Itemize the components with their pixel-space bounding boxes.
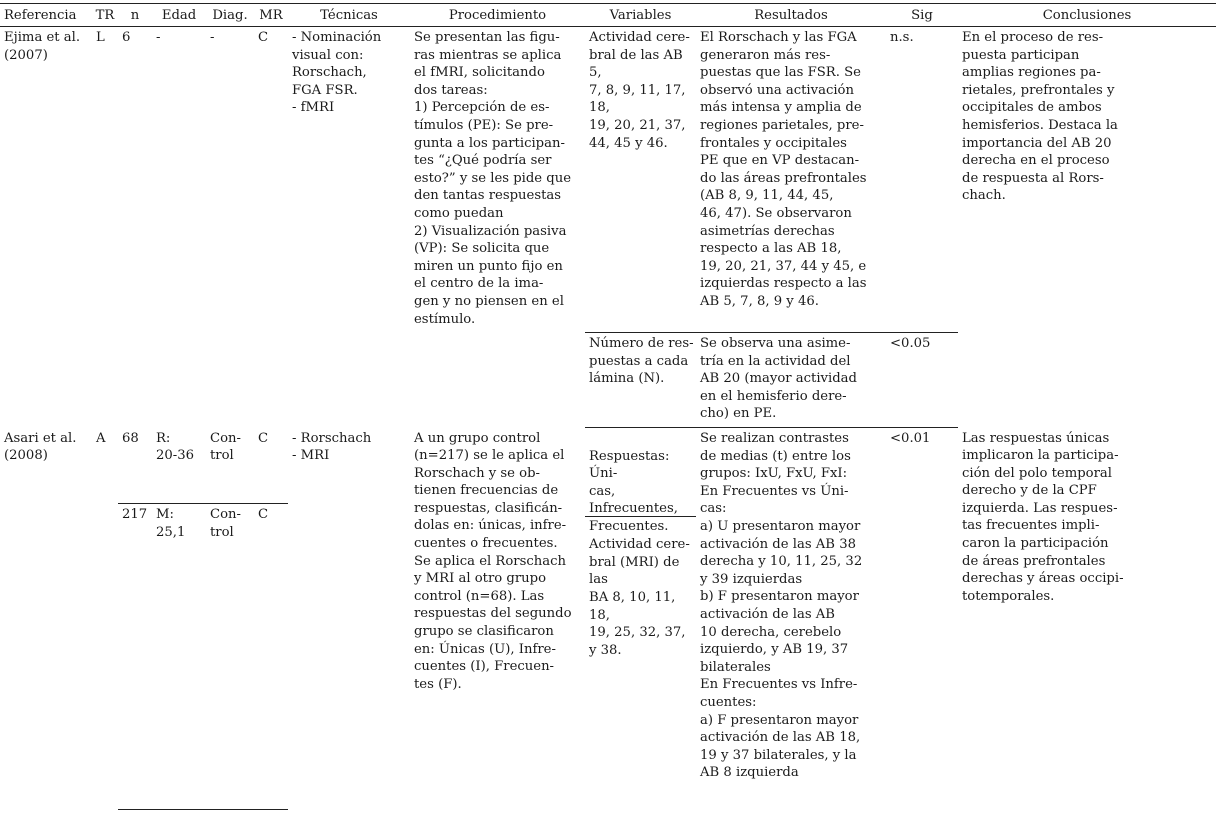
cell-tecnicas: - Rorschach - MRI (292, 430, 372, 464)
cell-resultados: Se observa una asime- tría en la actividad del AB 20 (mayor actividad en el hemisferio dere- cho) en PE. (696, 333, 886, 428)
col-header-referencia: Referencia (0, 4, 92, 27)
col-header-diag: Diag. (206, 4, 254, 27)
cell-n: 217 (118, 504, 152, 810)
cell-diag: Con- trol (206, 428, 254, 504)
cell-referencia: Ejima et al. (2007) (4, 30, 81, 63)
cell-tr: A (96, 430, 106, 446)
cell-edad: R: 20-36 (152, 428, 206, 504)
cell-resultados: Se realizan contrastes de medias (t) entre los grupos: IxU, FxU, FxI: En Frecuentes vs Úni- cas: a) U presentaron mayor activación de las AB 38 derecha y 10, 11, 25, 32 y 39 izquierdas b) F presentaron mayor activación de las AB 10 derecha, cerebelo izquierdo, y AB 19, 37 bilaterales En Frecuentes vs Infre- cuentes: a) F presentaron mayor activación de las AB 18, 19 y 37 bilaterales, y la AB 8 izquierda (700, 431, 863, 781)
cell-procedimiento: Se presentan las figu- ras mientras se aplica el fMRI, solicitando dos tareas: 1) Percepción de es- tímulos (PE): Se pre- gunta a los participan- tes “¿Qué podría ser esto?” y se les pide que den tantas respuestas como puedan 2) Visualización pasiva (VP): Se solicita que miren un punto fijo en el centro de la ima- gen y no piensen en el estímulo. (414, 30, 572, 327)
cell-variables: Actividad cere- bral de las AB 5, 7, 8, 9, 11, 17, 18, 19, 20, 21, 37, 44, 45 y 46. (585, 27, 696, 333)
cell-sig: <0.05 (886, 333, 958, 428)
col-header-tecnicas: Técnicas (288, 4, 410, 27)
cell-conclusiones: En el proceso de res- puesta participan amplias regiones pa- rietales, prefrontales y occipitales de ambos hemisferios. Destaca la importancia del AB 20 derecha en el proceso de respuesta al Rors- chach. (962, 30, 1118, 204)
col-header-variables: Variables (585, 4, 696, 27)
col-header-mr: MR (254, 4, 288, 27)
col-header-procedimiento: Procedimiento (410, 4, 585, 27)
cell-mr: C (254, 428, 288, 504)
cell-resultados: El Rorschach y las FGA generaron más res- puestas que las FSR. Se observó una activación más intensa y amplia de regiones parietales, pre- frontales y occipitales PE que en VP destacan- do las áreas prefrontales (AB 8, 9, 11, 44, 45, 46, 47). Se observaron asimetrías derechas respecto a las AB 18, 19, 20, 21, 37, 44 y 45, e izquierdas respecto a las AB 5, 7, 8, 9 y 46. (696, 27, 886, 333)
cell-sig: <0.01 (890, 431, 931, 446)
cell-variables (585, 428, 696, 810)
cell-n: 6 (122, 30, 131, 45)
cell-tecnicas: - Nominación visual con: Rorschach, FGA FSR. - fMRI (292, 30, 382, 116)
variables-block-respuestas: Respuestas: Úni- cas, Infrecuentes, Frecuentes. (585, 446, 696, 517)
cell-tr: L (96, 30, 105, 45)
col-header-edad: Edad (152, 4, 206, 27)
header-row (0, 4, 1216, 27)
cell-edad: M: 25,1 (152, 504, 206, 810)
table-row-ejima (0, 27, 1216, 333)
col-header-conclusiones: Conclusiones (958, 4, 1216, 27)
research-summary-table (0, 3, 1216, 810)
cell-procedimiento: A un grupo control (n=217) se le aplica el Rorschach y se ob- tienen frecuencias de respuestas, clasificán- dolas en: únicas, infre- cuentes o frecuentes. Se aplica el Rorschach y MRI al otro grupo control (n=68). Las respuestas del segundo grupo se clasificaron en: Únicas (U), Infre- cuentes (I), Frecuen- tes (F). (414, 430, 572, 692)
cell-n: 68 (118, 428, 152, 504)
cell-diag: - (210, 30, 215, 45)
col-header-sig: Sig (886, 4, 958, 27)
cell-diag: Con- trol (206, 504, 254, 810)
table-row-asari (0, 428, 1216, 504)
cell-mr: C (254, 504, 288, 810)
variables-block-actividad: Actividad cere- bral (MRI) de las BA 8, 10, 11, 18, 19, 25, 32, 37, y 38. (589, 537, 690, 658)
cell-referencia: Asari et al. (2008) (4, 430, 77, 464)
cell-sig: n.s. (886, 27, 958, 333)
cell-edad: - (156, 30, 161, 45)
col-header-n: n (118, 4, 152, 27)
cell-mr: C (258, 30, 269, 45)
cell-conclusiones: Las respuestas únicas implicaron la participa- ción del polo temporal derecho y de la CPF izquierda. Las respues- tas frecuentes impli- caron la participación de áreas prefrontales derechas y áreas occipi- totemporales. (962, 430, 1124, 604)
cell-variables: Número de res- puestas a cada lámina (N). (585, 333, 696, 428)
col-header-tr: TR (92, 4, 118, 27)
col-header-resultados: Resultados (696, 4, 886, 27)
